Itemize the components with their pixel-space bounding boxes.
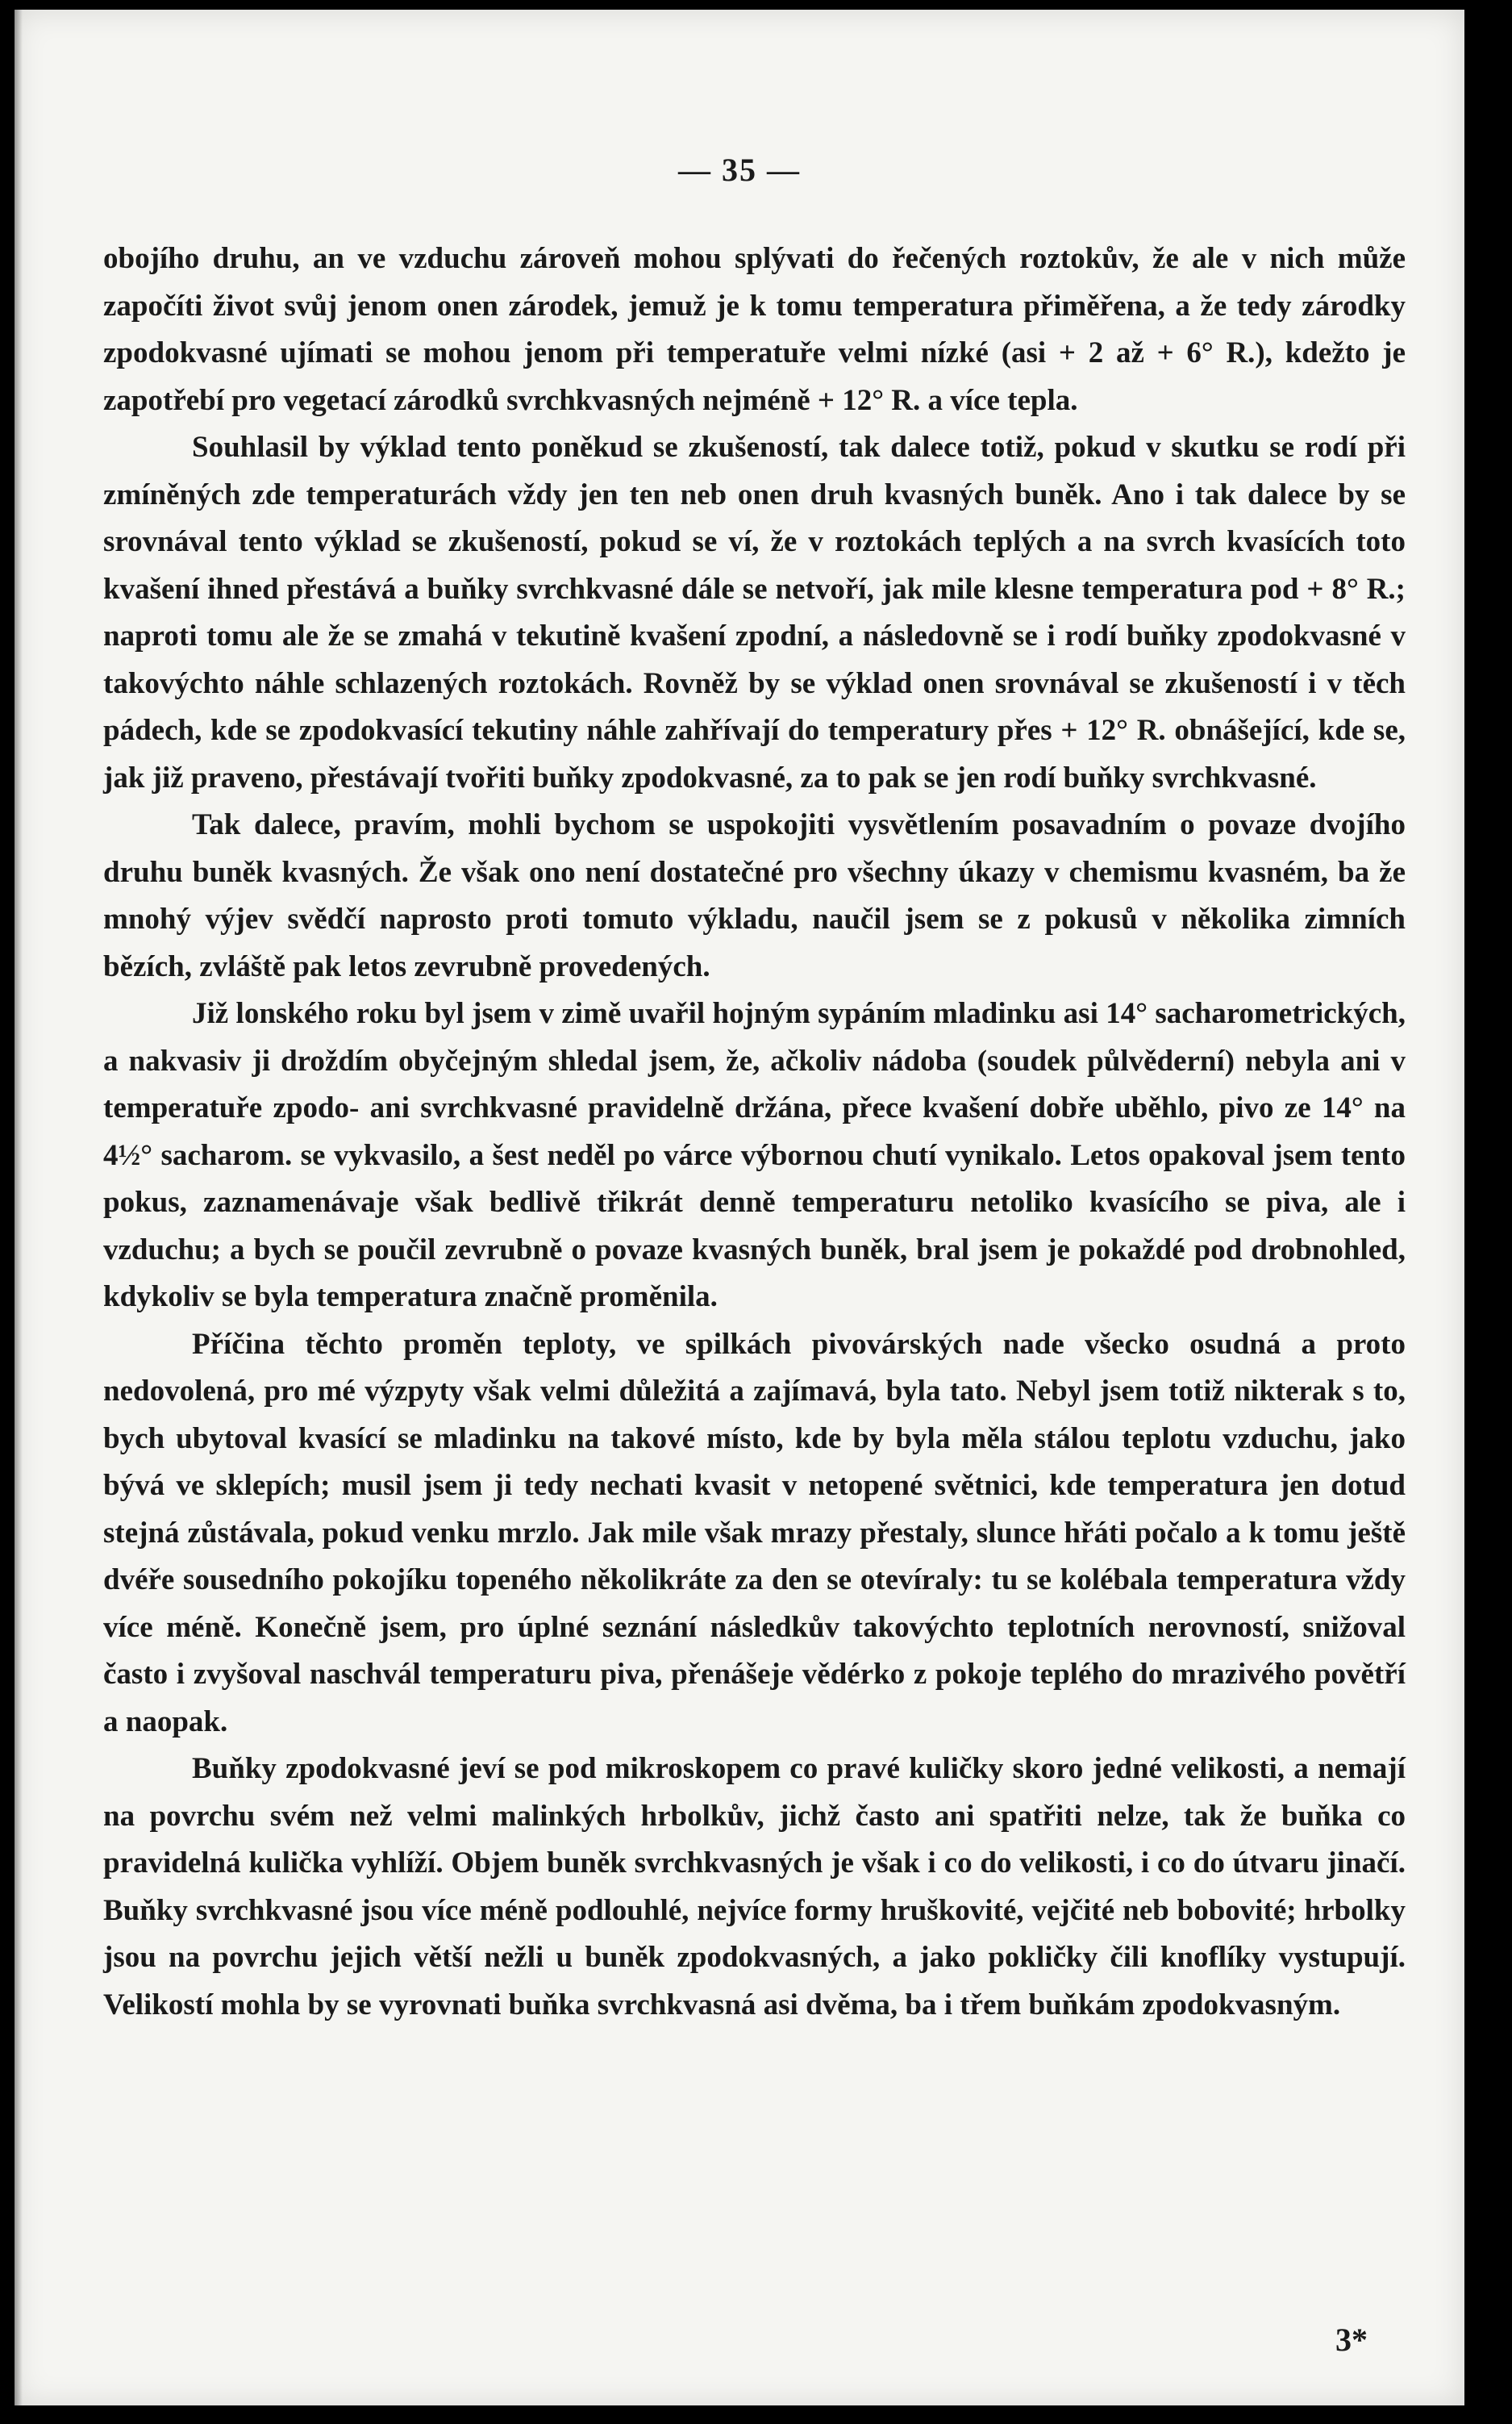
body-text	[103, 236, 1406, 2029]
scan-edge	[15, 10, 23, 2405]
signature-mark: 3*	[1335, 2322, 1368, 2358]
page-number-header: — 35 —	[678, 152, 801, 188]
paragraph: Tak dalece, pravím, mohli bychom se uspokojiti vysvětlením posavadním o povaze dvojího druhu buněk kvasných. Že však ono není dostatečné pro všechny úkazy v chemismu kvasném, ba že mnohý výjev svědčí naprosto proti tomuto výkladu, naučil jsem se z pokusů v několika zimních bězích, zvláště pak letos zevrubně provedených.	[103, 808, 1406, 983]
book-page	[15, 10, 1464, 2405]
paragraph: Příčina těchto proměn teploty, ve spilkách pivovárských nade všecko osudná a proto nedovolená, pro mé výzpyty však velmi důležitá a zajímavá, byla tato. Nebyl jsem totiž nikterak s to, bych ubytoval kvasící se mladinku na takové místo, kde by byla měla stálou teplotu vzduchu, jako bývá ve sklepích; musil jsem ji tedy nechati kvasit v netopené světnici, kde temperatura jen dotud stejná zůstávala, pokud venku mrzlo. Jak mile však mrazy přestaly, slunce hřáti počalo a k tomu ještě dvéře sousedního pokojíku topeného několikráte za den se otevíraly: tu se kolébala temperatura vždy více méně. Konečně jsem, pro úplné seznání následkův takovýchto teplotních nerovností, snižoval často i zvyšoval naschvál temperaturu piva, přenášeje vědérko z pokoje teplého do mrazivého povětří a naopak.	[103, 1327, 1406, 1738]
paragraph: Souhlasil by výklad tento poněkud se zkušeností, tak dalece totiž, pokud v skutku se rodí při zmíněných zde temperaturách vždy jen ten neb onen druh kvasných buněk. Ano i tak dalece by se srovnával tento výklad se zkušeností, pokud se ví, že v roztokách teplých a na svrch kvasících toto kvašení ihned přestává a buňky svrchkvasné dále se netvoří, jak mile klesne temperatura pod + 8° R.; naproti tomu ale že se zmahá v tekutině kvašení zpodní, a následovně se i rodí buňky zpodokvasné v takovýchto náhle schlazených roztokách. Rovněž by se výklad onen srovnával se zkušeností i v těch pádech, kde se zpodokvasící tekutiny náhle zahřívají do temperatury přes + 12° R. obnášející, kde se, jak již praveno, přestávají tvořiti buňky zpodokvasné, za to pak se jen rodí buňky svrchkvasné.	[103, 431, 1406, 795]
paragraph: obojího druhu, an ve vzduchu zároveň mohou splývati do řečených roztokův, že ale v nich může započíti život svůj jenom onen zárodek, jemuž je k tomu temperatura přiměřena, a že tedy zárodky zpodokvasné ujímati se mohou jenom při temperatuře velmi nízké (asi + 2 až + 6° R.), kdežto je zapotřebí pro vegetací zárodků svrchkvasných nejméně + 12° R. a více tepla.	[103, 242, 1406, 417]
paragraph: Již lonského roku byl jsem v zimě uvařil hojným sypáním mladinku asi 14° sacharometrických, a nakvasiv ji droždím obyčejným shledal jsem, že, ačkoliv nádoba (soudek půlvěderní) nebyla ani v temperatuře zpodo- ani svrchkvasné pravidelně držána, přece kvašení dobře uběhlo, pivo ze 14° na 4½° sacharom. se vykvasilo, a šest neděl po várce výbornou chutí vynikalo. Letos opakoval jsem tento pokus, zaznamenávaje však bedlivě třikrát denně temperaturu netoliko kvasícího se piva, ale i vzduchu; a bych se poučil zevrubně o povaze kvasných buněk, bral jsem je pokaždé pod drobnohled, kdykoliv se byla temperatura značně proměnila.	[103, 997, 1406, 1313]
paragraph: Buňky zpodokvasné jeví se pod mikroskopem co pravé kuličky skoro jedné velikosti, a nemají na povrchu svém než velmi malinkých hrbolkův, jichž často ani spatřiti nelze, tak že buňka co pravidelná kulička vyhlíží. Objem buněk svrchkvasných je však i co do velikosti, i co do útvaru jinačí. Buňky svrchkvasné jsou více méně podlouhlé, nejvíce formy hruškovité, vejčité neb bobovité; hrbolky jsou na povrchu jejich větší nežli u buněk zpodokvasných, a jako pokličky čili knoflíky vystupují. Velikostí mohla by se vyrovnati buňka svrchkvasná asi dvěma, ba i třem buňkám zpodokvasným.	[103, 1752, 1406, 2021]
